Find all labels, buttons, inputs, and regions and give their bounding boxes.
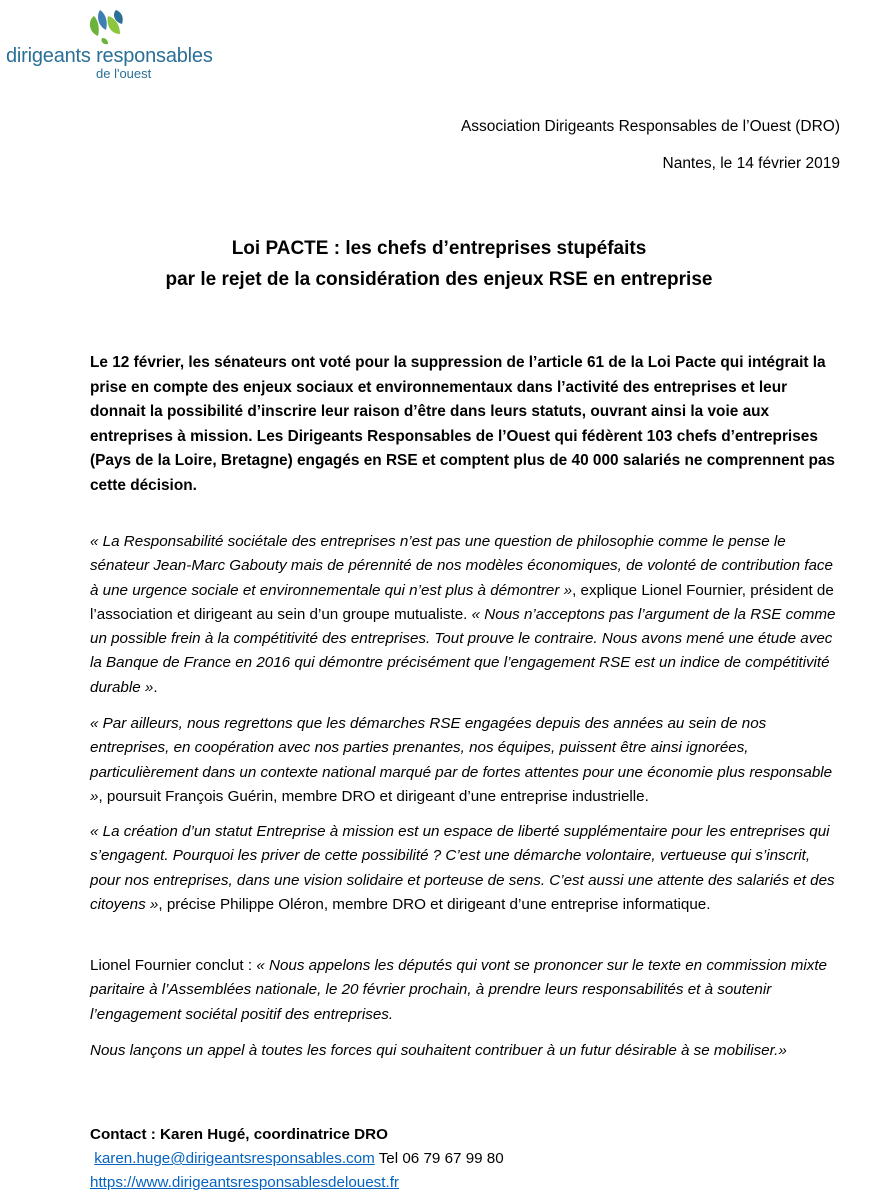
quote-paragraph-3 bbox=[90, 820, 840, 917]
title-line-1: Loi PACTE : les chefs d’entreprises stupéfaits bbox=[231, 238, 647, 259]
attribution-text: , précise Philippe Oléron, membre DRO et dirigeant d’une entreprise informatique. bbox=[158, 895, 711, 913]
title-line-2: par le rejet de la considération des enjeux RSE en entreprise bbox=[165, 269, 713, 290]
website-link[interactable]: https://www.dirigeantsresponsablesdelouest.fr bbox=[90, 1174, 399, 1191]
quote-text: « Par ailleurs, nous regrettons que les démarches RSE engagées depuis des années au sein de nos entreprises, en coopération avec nos parties prenantes, nos équipes, puissent être ainsi ignorées, particulièrement dans un contexte national marqué par de fortes attentes pour une économie plus responsable » bbox=[90, 715, 833, 805]
quote-text: Nous lançons un appel à toutes les forces qui souhaitent contribuer à un futur désirable à se mobiliser.» bbox=[90, 1042, 787, 1059]
organization-name: Association Dirigeants Responsables de l’Ouest (DRO) bbox=[460, 118, 840, 135]
website-line bbox=[90, 1171, 504, 1195]
quote-paragraph-1 bbox=[90, 530, 840, 700]
conclusion-paragraph bbox=[90, 954, 840, 1027]
contact-label: Contact : Karen Hugé, coordinatrice DRO bbox=[90, 1126, 388, 1143]
call-to-action-paragraph bbox=[90, 1039, 840, 1063]
lede-paragraph: Le 12 février, les sénateurs ont voté pour la suppression de l’article 61 de la Loi Pacte qui intégrait la prise en compte des enjeux sociaux et environnementaux dans l’activité des entreprises et leur donnait la possibilité d’inscrire leur raison d’être dans leurs statuts, ouvrant ainsi la voie aux entreprises à mission. Les Dirigeants Responsables de l’Ouest qui fédèrent 103 chefs d’entreprises (Pays de la Loire, Bretagne) engagés en RSE et comptent plus de 40 000 salariés ne comprennent pas cette décision. bbox=[90, 354, 835, 494]
logo bbox=[6, 8, 213, 81]
quote-text: « Nous n’acceptons pas l’argument de la RSE comme un possible frein à la compétitivité des entreprises. Tout prouve le contraire. Nous avons mené une étude avec la Banque de France en 2016 qui démontre précisément que l’engagement RSE est un indice de compétitivité durable » bbox=[90, 605, 836, 696]
quote-text: « La création d’un statut Entreprise à mission est un espace de liberté supplémentaire pour les entreprises qui s’engagent. Pourquoi les priver de cette possibilité ? C’est une démarche volontaire, vertueuse qui s’inscrit, pour nos entreprises, dans une vision solidaire et porteuse de sens. C’est aussi une attente des salariés et des citoyens » bbox=[90, 823, 835, 913]
attribution-text: , poursuit François Guérin, membre DRO et dirigeant d’une entreprise industrielle. bbox=[98, 787, 649, 805]
attribution-text: Lionel Fournier conclut : bbox=[90, 957, 257, 974]
press-release-title bbox=[0, 233, 878, 295]
quote-text: « Nous appelons les députés qui vont se prononcer sur le texte en commission mixte paritaire à l’Assemblées nationale, le 20 février prochain, à prendre leurs responsabilités et à soutenir l’engagement sociétal positif des entreprises. bbox=[90, 957, 827, 1023]
phone-number: Tel 06 79 67 99 80 bbox=[378, 1150, 504, 1167]
email-link[interactable]: karen.huge@dirigeantsresponsables.com bbox=[94, 1150, 375, 1167]
leaf-logo-icon bbox=[86, 8, 126, 46]
attribution-text: , explique Lionel Fournier, président de l’association et dirigeant au sein d’un groupe mutualiste. bbox=[90, 581, 834, 623]
quote-paragraph-2 bbox=[90, 712, 840, 809]
contact-line bbox=[90, 1147, 504, 1171]
punctuation: . bbox=[153, 678, 158, 696]
logo-subtitle: de l'ouest bbox=[96, 66, 152, 81]
date-line: Nantes, le 14 février 2019 bbox=[662, 155, 840, 172]
contact-block bbox=[90, 1123, 504, 1195]
quote-text: « La Responsabilité sociétale des entreprises n’est pas une question de philosophie comme le pense le sénateur Jean-Marc Gabouty mais de pérennité de nos modèles économiques, de volonté de contribution face à une urgence sociale et environnementale qui n’est plus à démontrer » bbox=[90, 533, 833, 599]
logo-name: dirigeants responsables bbox=[6, 45, 213, 67]
